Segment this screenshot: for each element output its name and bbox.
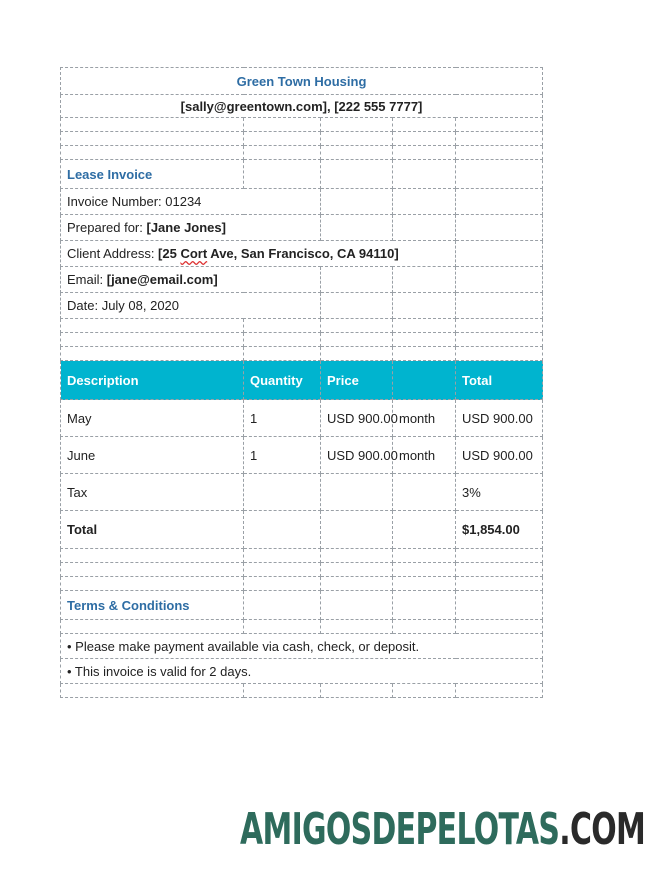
row-quantity: 1 [244,400,321,437]
watermark-logo [240,802,645,858]
row-description: Tax [61,474,244,511]
row-quantity [244,474,321,511]
date-line [61,293,321,319]
row-unit [393,474,456,511]
header-unit [393,361,456,400]
client-address-part2: Cort [180,246,208,261]
header-quantity: Quantity [244,361,321,400]
date-value: July 08, 2020 [101,298,180,313]
table-row [61,437,543,474]
row-total: 3% [456,474,543,511]
client-address-part3: Ave, San Francisco, CA 94110] [207,246,399,261]
row-description: June [61,437,244,474]
table-row [61,474,543,511]
row-description: May [61,400,244,437]
table-row [61,400,543,437]
client-address-line [61,241,456,267]
total-row [61,511,543,549]
client-address-value [158,246,399,261]
header-description: Description [61,361,244,400]
terms-item: • This invoice is valid for 2 days. [61,659,543,684]
prepared-for-label: Prepared for: [67,220,147,235]
invoice-heading: Lease Invoice [61,160,244,189]
row-price: USD 900.00 [321,437,393,474]
header-price: Price [321,361,393,400]
email-line [61,267,321,293]
client-address-part1: [25 [158,246,181,261]
invoice-number-line [61,189,321,215]
table-header-row [61,361,543,400]
terms-heading: Terms & Conditions [61,591,244,620]
invoice-number-label: Invoice Number: [67,194,166,209]
prepared-for-value: [Jane Jones] [146,220,226,235]
watermark-dark-text: .COM [559,804,645,855]
client-address-label: Client Address: [67,246,159,261]
row-price [321,474,393,511]
prepared-for-line [61,215,321,241]
invoice-table [60,67,543,698]
terms-item: • Please make payment available via cash, check, or deposit. [61,634,543,659]
company-name: Green Town Housing [61,68,543,95]
row-unit: month [393,400,456,437]
header-total: Total [456,361,543,400]
total-label: Total [61,511,244,549]
total-value: $1,854.00 [456,511,543,549]
invoice-number-value: 01234 [165,194,202,209]
row-price: USD 900.00 [321,400,393,437]
company-contact: [sally@greentown.com], [222 555 7777] [61,95,543,118]
email-label: Email: [67,272,107,287]
row-total: USD 900.00 [456,400,543,437]
row-quantity: 1 [244,437,321,474]
row-total: USD 900.00 [456,437,543,474]
email-value: [jane@email.com] [106,272,218,287]
row-unit: month [393,437,456,474]
date-label: Date: [67,298,102,313]
watermark-green-text: AMIGOSDEPELOTAS [240,804,560,855]
